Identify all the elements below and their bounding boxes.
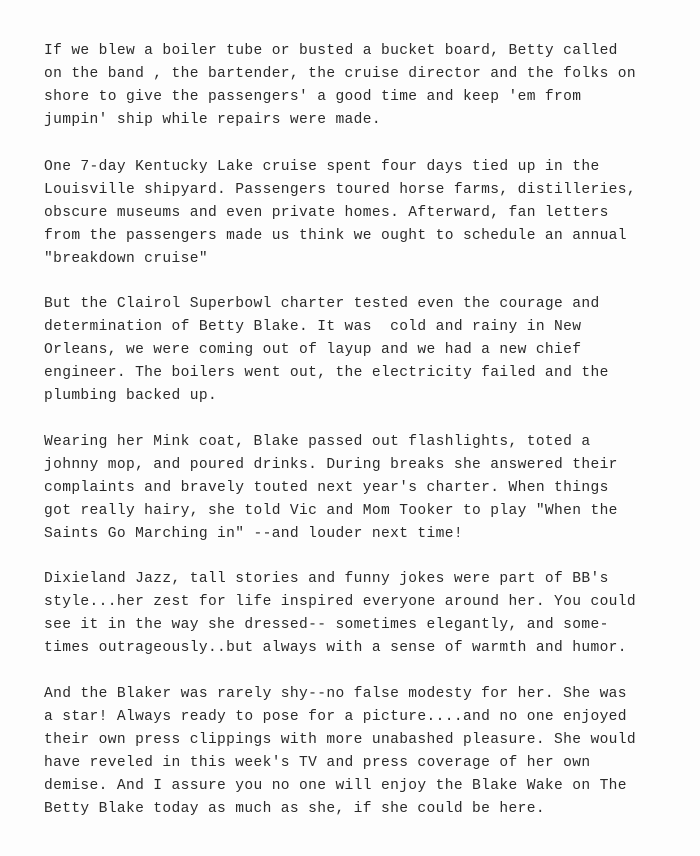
text-line: shore to give the passengers' a good time and keep 'em from: [44, 89, 582, 105]
text-line: have reveled in this week's TV and press coverage of her own: [44, 755, 591, 771]
text-line: "breakdown cruise": [44, 251, 208, 267]
text-line: Betty Blake today as much as she, if she could be here.: [44, 801, 545, 817]
paragraph-clairol-charter: [44, 293, 644, 408]
text-line: demise. And I assure you no one will enjoy the Blake Wake on The: [44, 778, 627, 794]
text-line: engineer. The boilers went out, the electricity failed and the: [44, 365, 609, 381]
text-line: And the Blaker was rarely shy--no false modesty for her. She was: [44, 686, 627, 702]
text-line: johnny mop, and poured drinks. During breaks she answered their: [44, 457, 618, 473]
text-line: If we blew a boiler tube or busted a bucket board, Betty called: [44, 43, 618, 59]
paragraph-dixieland-jazz: [44, 568, 644, 660]
text-line: Dixieland Jazz, tall stories and funny jokes were part of BB's: [44, 571, 609, 587]
text-line: determination of Betty Blake. It was cold and rainy in New: [44, 319, 582, 335]
paragraph-boiler-repairs: [44, 40, 644, 132]
text-line: obscure museums and even private homes. Afterward, fan letters: [44, 205, 609, 221]
text-line: complaints and bravely touted next year's charter. When things: [44, 480, 609, 496]
text-line: times outrageously..but always with a sense of warmth and humor.: [44, 640, 627, 656]
text-line: But the Clairol Superbowl charter tested even the courage and: [44, 296, 600, 312]
paragraph-kentucky-lake-cruise: [44, 156, 644, 271]
text-line: plumbing backed up.: [44, 388, 218, 404]
text-line: got really hairy, she told Vic and Mom Tooker to play "When the: [44, 503, 618, 519]
text-line: a star! Always ready to pose for a picture....and no one enjoyed: [44, 709, 627, 725]
text-line: Wearing her Mink coat, Blake passed out flashlights, toted a: [44, 434, 591, 450]
text-line: One 7-day Kentucky Lake cruise spent four days tied up in the: [44, 159, 600, 175]
text-line: Saints Go Marching in" --and louder next time!: [44, 526, 463, 542]
text-line: jumpin' ship while repairs were made.: [44, 112, 381, 128]
text-line: Louisville shipyard. Passengers toured horse farms, distilleries,: [44, 182, 636, 198]
text-line: see it in the way she dressed-- sometimes elegantly, and some-: [44, 617, 609, 633]
text-line: from the passengers made us think we ought to schedule an annual: [44, 228, 627, 244]
paragraph-blaker-star: [44, 683, 644, 821]
text-line: on the band , the bartender, the cruise director and the folks on: [44, 66, 636, 82]
text-line: Orleans, we were coming out of layup and we had a new chief: [44, 342, 582, 358]
text-line: their own press clippings with more unabashed pleasure. She would: [44, 732, 636, 748]
text-line: style...her zest for life inspired everyone around her. You could: [44, 594, 636, 610]
paragraph-mink-coat: [44, 431, 644, 546]
